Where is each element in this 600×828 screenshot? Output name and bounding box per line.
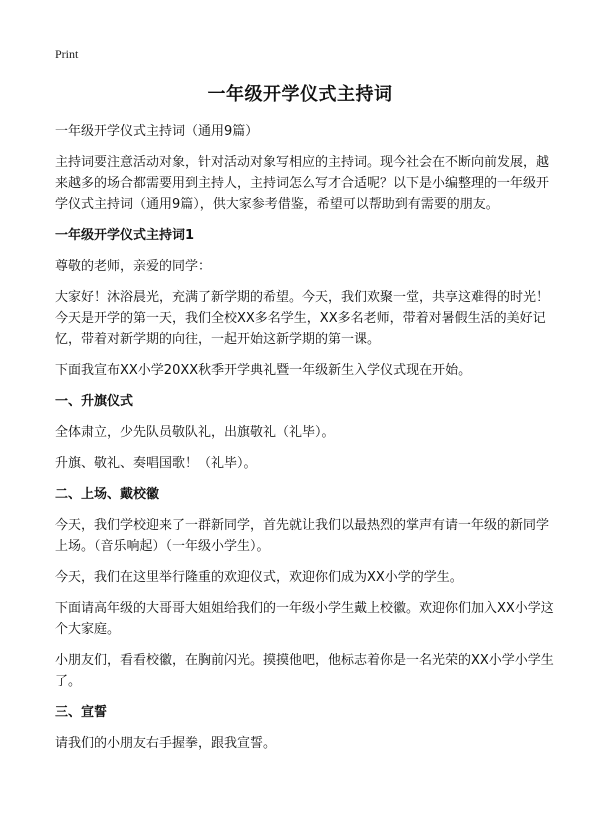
- page-title: 一年级开学仪式主持词: [207, 84, 393, 105]
- article-subtitle: 一年级开学仪式主持词（通用9篇）: [55, 124, 259, 139]
- body-paragraph: 今天，我们在这里举行隆重的欢迎仪式，欢迎你们成为XX小学的学生。: [55, 570, 463, 585]
- greeting-paragraph: 尊敬的老师，亲爱的同学：: [55, 259, 212, 274]
- subheading-flag-ceremony: 一、升旗仪式: [55, 394, 134, 409]
- body-paragraph: 下面请高年级的大哥哥大姐姐给我们的一年级小学生戴上校徽。欢迎你们加入XX小学这个大家庭。: [55, 601, 554, 637]
- article-body: [55, 121, 555, 764]
- print-link[interactable]: Print: [55, 47, 79, 61]
- subheading-oath: 三、宣誓: [55, 705, 108, 720]
- subheading-badge: 二、上场、戴校徽: [55, 487, 160, 502]
- intro-paragraph: 主持词要注意活动对象，针对活动对象写相应的主持词。现今社会在不断向前发展，越来越多的场合都需要用到主持人，主持词怎么写才合适呢？以下是小编整理的一年级开学仪式主持词（通用9篇），供大家参考借鉴，希望可以帮助到有需要的朋友。: [55, 155, 550, 212]
- body-paragraph: 小朋友们，看看校徽，在胸前闪光。摸摸他吧，他标志着你是一名光荣的XX小学小学生了。: [55, 653, 554, 689]
- section-heading: 一年级开学仪式主持词1: [55, 228, 195, 243]
- body-paragraph: 大家好！沐浴晨光，充满了新学期的希望。今天，我们欢聚一堂，共享这难得的时光！今天是开学的第一天，我们全校XX多名学生，XX多名老师，带着对暑假生活的美好记忆，带着对新学期的向往，一起开始这新学期的第一课。: [55, 290, 550, 347]
- body-paragraph: 请我们的小朋友右手握拳，跟我宣誓。: [55, 736, 277, 751]
- body-paragraph: 下面我宣布XX小学20XX秋季开学典礼暨一年级新生入学仪式现在开始。: [55, 363, 472, 378]
- body-paragraph: 全体肃立，少先队员敬队礼，出旗敬礼（礼毕）。: [55, 425, 335, 440]
- body-paragraph: 今天，我们学校迎来了一群新同学，首先就让我们以最热烈的掌声有请一年级的新同学上场。（音乐响起）（一年级小学生）。: [55, 518, 550, 554]
- body-paragraph: 升旗、敬礼、奏唱国歌！（礼毕）。: [55, 456, 257, 471]
